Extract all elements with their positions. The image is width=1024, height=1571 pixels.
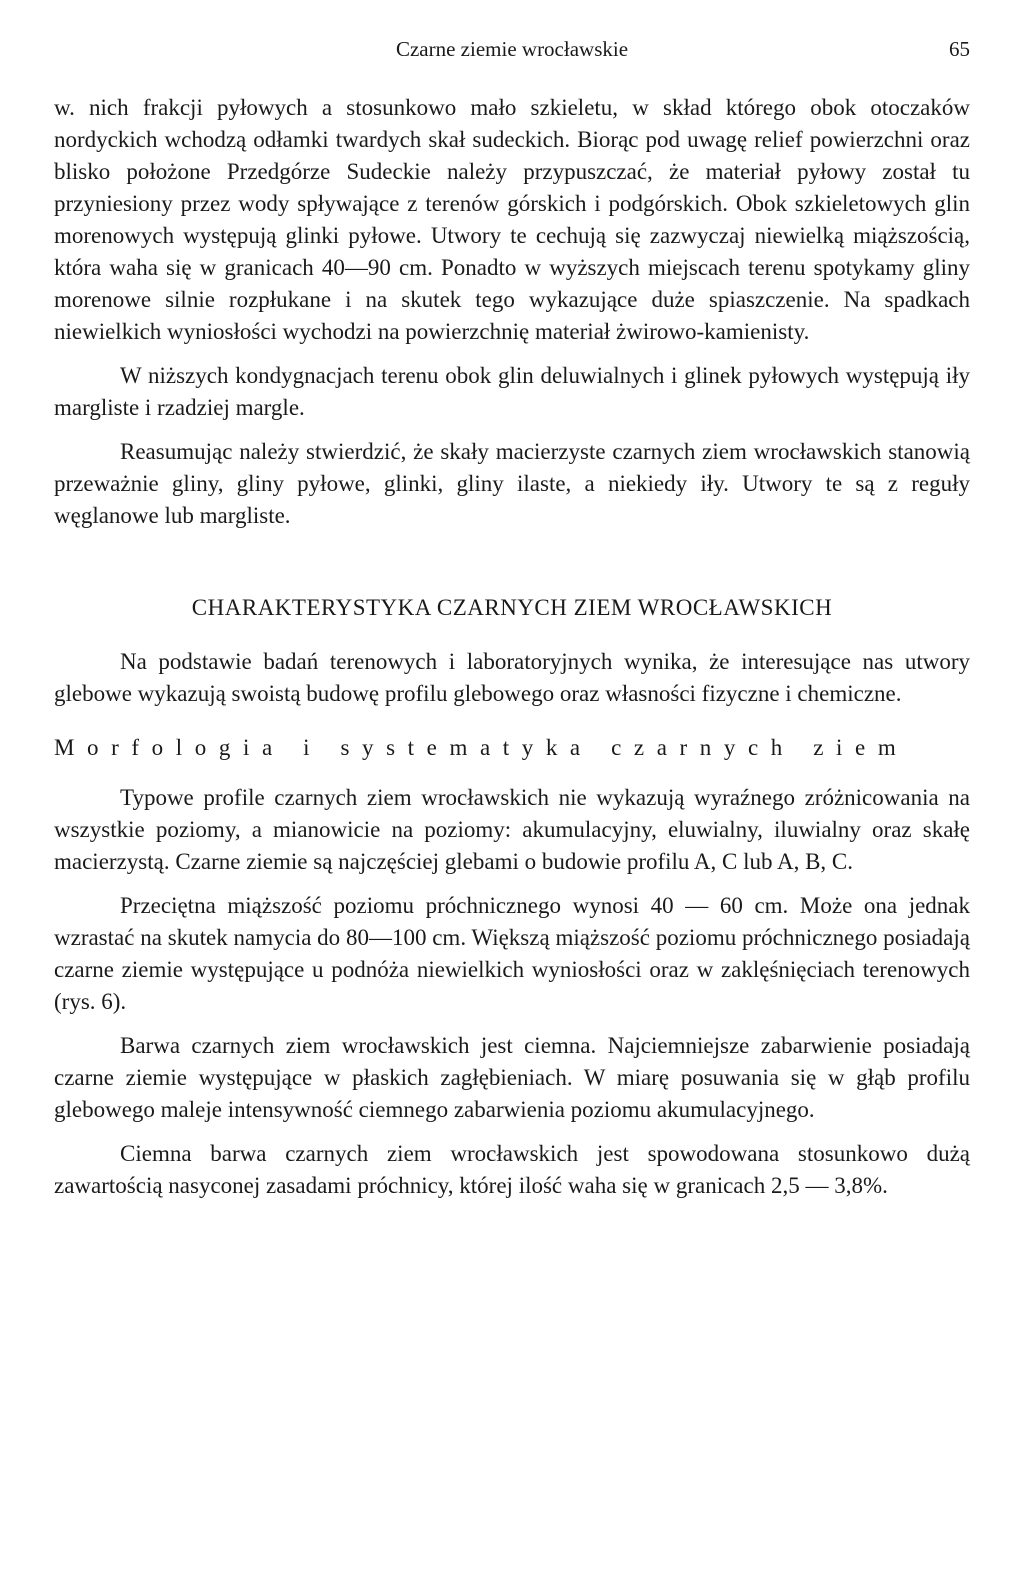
- paragraph-morphology-1: Typowe profile czarnych ziem wrocławskich nie wykazują wyraźnego zróżnicowania na wszystkie poziomy, a mianowicie na poziomy: akumulacyjny, eluwialny, iluwialny oraz skałę macierzystą. Czarne ziemie są najczęściej glebami o budowie profilu A, C lub A, B, C.: [54, 785, 970, 874]
- subsection-heading: Morfologia i systematyka czarnych ziem: [54, 735, 909, 760]
- paragraph-intro-3: Reasumując należy stwierdzić, że skały macierzyste czarnych ziem wrocławskich stanowią przeważnie gliny, gliny pyłowe, glinki, gliny ilaste, a niekiedy iły. Utwory te są z reguły węglanowe lub margliste.: [54, 439, 970, 528]
- paragraph-morphology-4: Ciemna barwa czarnych ziem wrocławskich jest spowodowana stosunkowo dużą zawartością nasyconej zasadami próchnicy, której ilość waha się w granicach 2,5 — 3,8%.: [54, 1141, 970, 1198]
- paragraph-morphology-2: Przeciętna miąższość poziomu próchnicznego wynosi 40 — 60 cm. Może ona jednak wzrastać na skutek namycia do 80—100 cm. Większą miąższość poziomu próchnicznego posiadają czarne ziemie występujące u podnóża niewielkich wyniosłości oraz w zaklęśnięciach terenowych (rys. 6).: [54, 893, 970, 1014]
- paragraph-section: Na podstawie badań terenowych i laboratoryjnych wynika, że interesujące nas utwory glebowe wykazują swoistą budowę profilu glebowego oraz własności fizyczne i chemiczne.: [54, 649, 970, 706]
- paragraph-intro-2: W niższych kondygnacjach terenu obok glin deluwialnych i glinek pyłowych występują iły margliste i rzadziej margle.: [54, 363, 970, 420]
- running-title: Czarne ziemie wrocławskie: [395, 37, 629, 61]
- paragraph-intro-1: w. nich frakcji pyłowych a stosunkowo mało szkieletu, w skład którego obok otoczaków nordyckich wchodzą odłamki twardych skał sudeckich. Biorąc pod uwagę relief powierzchni oraz blisko położone Przedgórze Sudeckie należy przypuszczać, że materiał pyłowy został tu przyniesiony przez wody spływające z terenów górskich i podgórskich. Obok szkieletowych glin morenowych występują glinki pyłowe. Utwory te cechują się zazwyczaj niewielką miąższością, która waha się w granicach 40—90 cm. Ponadto w wyższych miejscach terenu spotykamy gliny morenowe silnie rozpłukane i na skutek tego wykazujące duże spiaszczenie. Na spadkach niewielkich wyniosłości wychodzi na powierzchnię materiał żwirowo-kamienisty.: [54, 95, 970, 344]
- body-text: [54, 92, 970, 1202]
- paragraph-morphology-3: Barwa czarnych ziem wrocławskich jest ciemna. Najciemniejsze zabarwienie posiadają czarne ziemie występujące w płaskich zagłębieniach. W miarę posuwania się w głąb profilu glebowego maleje intensywność ciemnego zabarwienia poziomu akumulacyjnego.: [54, 1033, 970, 1122]
- section-heading: CHARAKTERYSTYKA CZARNYCH ZIEM WROCŁAWSKICH: [191, 595, 833, 620]
- page-number: 65: [949, 37, 970, 61]
